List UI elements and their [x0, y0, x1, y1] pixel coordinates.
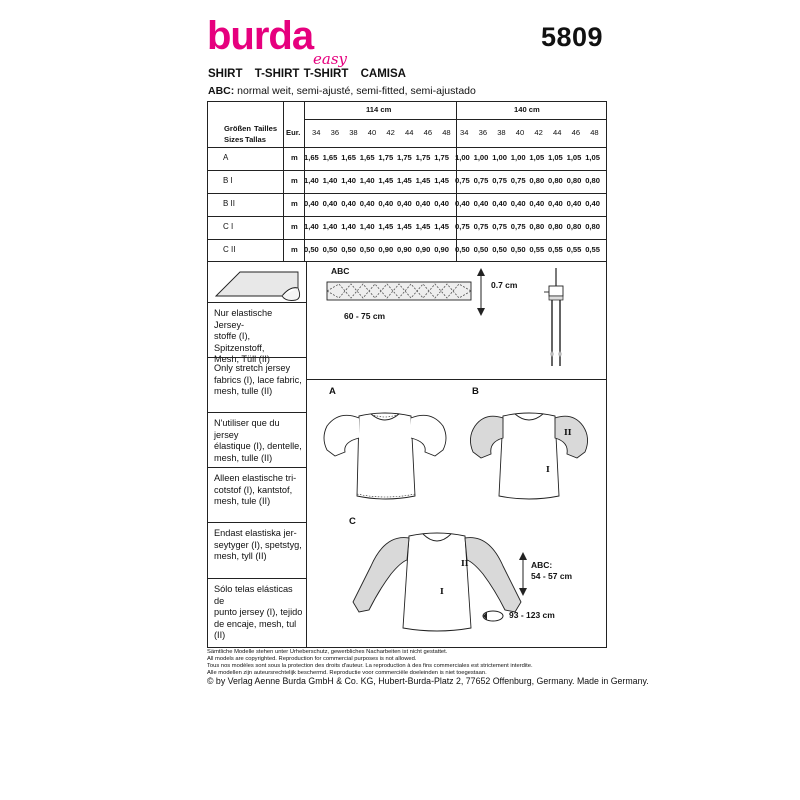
table-cell: 1,65 [341, 153, 356, 162]
title-en: T-SHIRT [254, 68, 300, 80]
table-cell: 0,75 [492, 222, 507, 231]
table-cell: 1,45 [378, 222, 394, 231]
table-cell: 0,80 [585, 176, 600, 185]
table-cell: 0,80 [548, 222, 563, 231]
legal-en: All models are copyrighted. Reproduction for commercial purposes is not allowed. [207, 656, 417, 662]
title-fr: T-SHIRT [303, 68, 349, 80]
header-tallas: Tallas [245, 135, 266, 144]
size-140-40: 40 [515, 128, 525, 137]
table-cell: 1,40 [304, 176, 319, 185]
table-cell: 0,40 [378, 199, 394, 208]
views-box [307, 380, 607, 648]
table-cell: 1,75 [397, 153, 412, 162]
size-140-44: 44 [553, 128, 562, 137]
size-114-34: 34 [312, 128, 321, 137]
table-cell: 0,75 [473, 176, 489, 185]
table-cell: 1,45 [378, 176, 394, 185]
table-cell: 1,05 [566, 153, 582, 162]
table-cell: 1,75 [415, 153, 431, 162]
table-cell: 0,50 [492, 245, 507, 254]
length-value: 54 - 57 cm [531, 571, 573, 581]
row-unit: m [291, 199, 298, 208]
size-114-40: 40 [367, 128, 377, 137]
table-cell: 0,55 [529, 245, 545, 254]
height-arrow-icon [475, 268, 487, 316]
table-cell: 1,45 [434, 222, 449, 231]
table-cell: 0,80 [566, 176, 582, 185]
fabric-en: Only stretch jersey fabrics (I), lace fabric, mesh, tulle (II) [208, 357, 306, 412]
table-cell: 1,45 [415, 176, 431, 185]
row-label: B II [223, 199, 236, 208]
table-cell: 0,40 [548, 199, 563, 208]
size-114-48: 48 [442, 128, 451, 137]
table-cell: 0,75 [455, 222, 470, 231]
length-arrow-icon [517, 552, 529, 596]
row-unit: m [291, 153, 298, 162]
table-cell: 0,40 [473, 199, 489, 208]
table-cell: 0,40 [304, 199, 319, 208]
elastic-tape-icon [325, 278, 475, 306]
table-cell: 0,75 [473, 222, 489, 231]
fabric-es: Sólo telas elásticas de punto jersey (I), tejido de encaje, mesh, tul (II) [208, 578, 306, 648]
table-cell: 1,05 [585, 153, 600, 162]
table-cell: 1,05 [529, 153, 545, 162]
fabric-sv: Endast elastiska jer- seytyger (I), spetstyg, mesh, tyll (II) [208, 522, 306, 578]
table-cell: 1,45 [434, 176, 449, 185]
table-cell: 1,40 [341, 176, 356, 185]
table-cell: 0,50 [304, 245, 319, 254]
view-a-shirt [321, 396, 451, 508]
table-cell: 0,75 [455, 176, 470, 185]
size-140-48: 48 [590, 128, 599, 137]
table-cell: 1,00 [455, 153, 470, 162]
size-114-36: 36 [330, 128, 340, 137]
view-b-shirt [465, 396, 597, 508]
table-cell: 0,55 [585, 245, 600, 254]
brand-logo [207, 14, 357, 74]
row-label: A [223, 153, 229, 162]
table-cell: 1,40 [322, 222, 338, 231]
table-cell: 0,50 [473, 245, 489, 254]
size-114-42: 42 [386, 128, 395, 137]
table-cell: 0,90 [378, 245, 394, 254]
table-cell: 0,80 [529, 222, 545, 231]
table-cell: 1,75 [434, 153, 449, 162]
table-cell: 0,75 [510, 222, 526, 231]
table-cell: 1,05 [548, 153, 563, 162]
title-de: SHIRT [208, 68, 243, 80]
table-cell: 1,00 [492, 153, 507, 162]
size-114-38: 38 [349, 128, 358, 137]
table-cell: 0,50 [510, 245, 526, 254]
copyright: © by Verlag Aenne Burda GmbH & Co. KG, Hubert-Burda-Platz 2, 77652 Offenburg, Germany. Made in Germany. [207, 676, 649, 686]
table-cell: 0,40 [566, 199, 582, 208]
size-140-46: 46 [571, 128, 581, 137]
row-unit: m [291, 222, 298, 231]
width-header-114: 114 cm [366, 105, 392, 114]
row-unit: m [291, 176, 298, 185]
twin-needle-icon [541, 266, 571, 376]
size-140-36: 36 [478, 128, 488, 137]
elastic-width: 0.7 cm [491, 280, 518, 290]
table-cell: 0,90 [397, 245, 412, 254]
view-b-label: B [472, 386, 479, 397]
notions-box [307, 262, 607, 380]
table-cell: 1,65 [304, 153, 319, 162]
table-cell: 0,50 [455, 245, 470, 254]
row-label: C II [223, 245, 236, 254]
table-cell: 1,65 [322, 153, 338, 162]
view-b-part-i: I [546, 464, 550, 474]
table-cell: 0,75 [492, 176, 507, 185]
view-c-part-i: I [440, 586, 444, 596]
header-eur: Eur. [286, 128, 301, 137]
size-114-46: 46 [423, 128, 433, 137]
table-cell: 1,40 [359, 222, 375, 231]
fabric-nl: Alleen elastische tri- cotstof (I), kantstof, mesh, tule (II) [208, 467, 306, 522]
view-b-part-ii: II [564, 427, 572, 437]
circumference-icon [481, 608, 505, 624]
table-cell: 1,00 [473, 153, 489, 162]
table-cell: 0,75 [510, 176, 526, 185]
table-cell: 0,40 [455, 199, 470, 208]
width-value: 93 - 123 cm [509, 610, 555, 620]
size-140-38: 38 [497, 128, 506, 137]
row-label: B I [223, 176, 233, 185]
size-114-44: 44 [405, 128, 414, 137]
table-cell: 0,50 [341, 245, 356, 254]
table-cell: 1,00 [510, 153, 526, 162]
garment-titles [208, 68, 415, 80]
view-a-label: A [329, 386, 336, 397]
table-cell: 0,55 [548, 245, 563, 254]
brand-name: burda [207, 14, 314, 58]
table-cell: 1,45 [397, 222, 412, 231]
view-c-part-ii: II [461, 558, 469, 568]
fit-views: ABC: [208, 85, 235, 97]
size-140-42: 42 [534, 128, 543, 137]
view-c-label: C [349, 516, 356, 527]
brand-sub: easy [313, 50, 347, 68]
table-cell: 0,40 [529, 199, 545, 208]
row-label: C I [223, 222, 234, 231]
fabric-column [207, 262, 307, 648]
fabric-fr: N'utiliser que du jersey élastique (I), dentelle, mesh, tulle (II) [208, 412, 306, 467]
table-cell: 1,45 [397, 176, 412, 185]
notions-label: ABC [331, 266, 350, 276]
fit-line [208, 85, 476, 97]
table-cell: 0,40 [359, 199, 375, 208]
table-cell: 0,40 [510, 199, 526, 208]
elastic-length: 60 - 75 cm [344, 311, 386, 321]
header-sizes: Sizes [224, 135, 244, 144]
row-unit: m [291, 245, 298, 254]
table-cell: 0,50 [322, 245, 338, 254]
table-cell: 1,40 [304, 222, 319, 231]
table-cell: 0,90 [415, 245, 431, 254]
table-cell: 0,90 [434, 245, 449, 254]
size-140-34: 34 [460, 128, 469, 137]
header-groessen: Größen [224, 124, 252, 133]
table-cell: 0,80 [585, 222, 600, 231]
table-cell: 0,55 [566, 245, 582, 254]
table-cell: 1,45 [415, 222, 431, 231]
table-cell: 1,40 [359, 176, 375, 185]
legal-fr: Tous nos modèles sont sous la protection des droits d'auteur. La reproduction à des fins commerciales est strictement interdite. [207, 663, 533, 669]
legal-de: Sämtliche Modelle stehen unter Urheberschutz, gewerbliches Nacharbeiten ist nicht gestattet. [207, 649, 448, 655]
table-cell: 0,40 [397, 199, 412, 208]
table-cell: 0,50 [359, 245, 375, 254]
table-cell: 0,40 [322, 199, 338, 208]
legal-nl: Alle modellen zijn auteursrechtelijk beschermd. Reproductie voor commerciële doeleinden is niet toegestaan. [207, 670, 487, 676]
table-cell: 0,40 [434, 199, 449, 208]
table-cell: 0,80 [548, 176, 563, 185]
table-cell: 0,40 [492, 199, 507, 208]
fit-text: normal weit, semi-ajusté, semi-fitted, semi-ajustado [234, 85, 476, 97]
table-cell: 1,40 [341, 222, 356, 231]
table-cell: 1,40 [322, 176, 338, 185]
table-cell: 0,40 [415, 199, 431, 208]
pattern-number: 5809 [541, 22, 604, 52]
table-cell: 0,40 [585, 199, 600, 208]
table-cell: 0,40 [341, 199, 356, 208]
table-cell: 1,65 [359, 153, 375, 162]
header-tailles: Tailles [254, 124, 278, 133]
length-label: ABC: [531, 560, 553, 570]
table-cell: 1,75 [378, 153, 394, 162]
table-cell: 0,80 [566, 222, 582, 231]
width-header-140: 140 cm [514, 105, 540, 114]
table-cell: 0,80 [529, 176, 545, 185]
fabric-de: Nur elastische Jersey- stoffe (I), Spitzenstoff, Mesh, Tüll (II) [208, 302, 306, 357]
title-es: CAMISA [360, 68, 406, 80]
fabric-bolt-icon [212, 266, 302, 306]
yardage-table [207, 101, 607, 262]
